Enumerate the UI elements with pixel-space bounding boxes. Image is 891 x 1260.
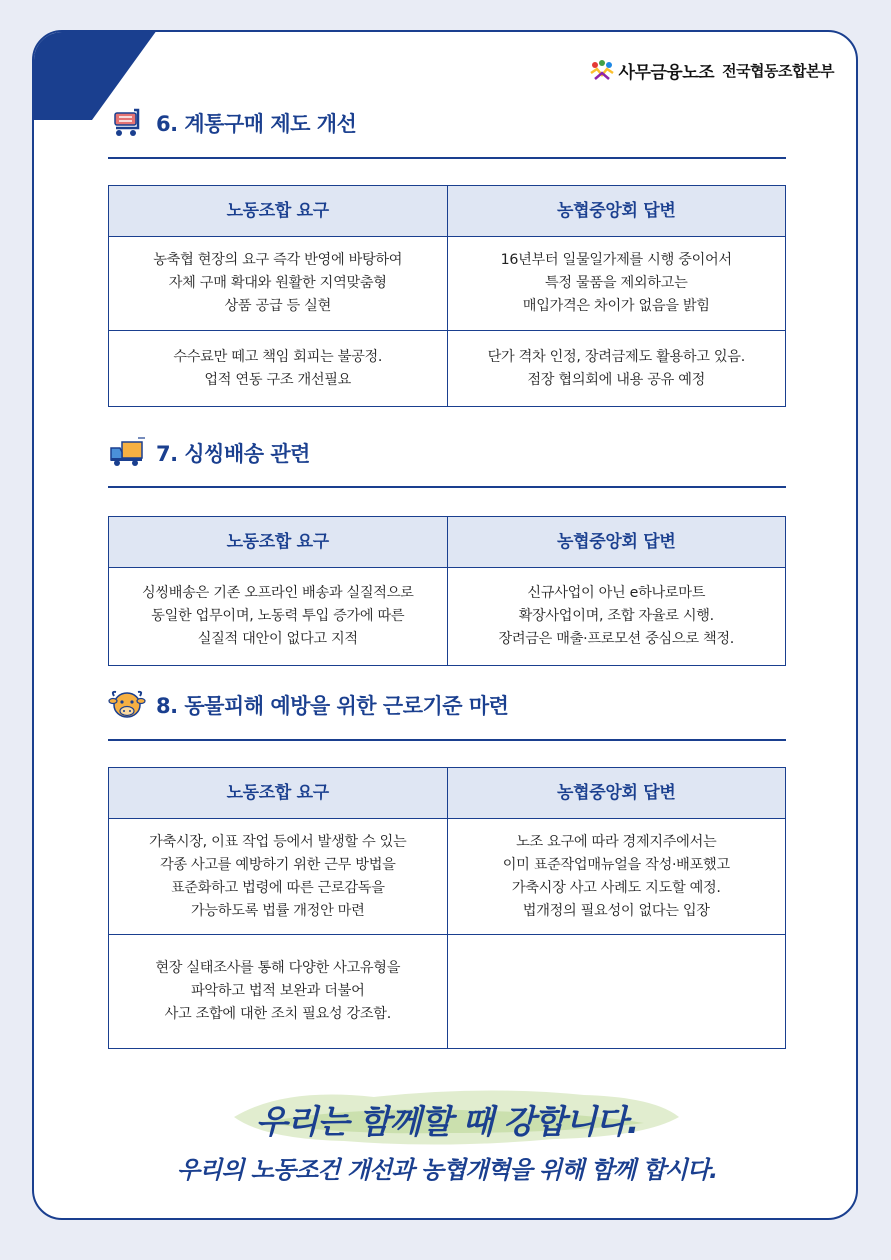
cell-text-line: 노조 요구에 따라 경제지주에서는: [516, 833, 717, 850]
table-header-row: [109, 186, 786, 237]
cell-text-line: 농축협 현장의 요구 즉각 반영에 바탕하여: [153, 252, 403, 268]
nh-response-cell: [447, 237, 786, 331]
nh-response-cell-empty: [447, 935, 786, 1049]
cell-text-line: 싱씽배송은 기존 오프라인 배송과 실질적으로: [141, 585, 414, 601]
cell-text-line: 자체 구매 확대와 원활한 지역맞춤형: [168, 275, 387, 291]
cell-text-line: 이미 표준작업매뉴얼을 작성·배포했고: [502, 856, 730, 873]
union-demand-cell: [109, 819, 448, 935]
section-6-title: 6. 계통구매 제도 개선: [156, 112, 357, 136]
cell-text-line: 사고 조합에 대한 조치 필요성 강조함.: [164, 1006, 391, 1022]
column-header-nh-response: 농협중앙회 답변: [447, 768, 786, 819]
union-demand-cell: [109, 568, 448, 666]
table-row: [109, 331, 786, 407]
column-header-union-demand: 노동조합 요구: [109, 186, 448, 237]
cell-text-line: 수수료만 떼고 책임 회피는 불공정.: [173, 348, 383, 365]
cell-text-line: 실질적 대안이 없다고 지적: [197, 631, 358, 647]
column-header-nh-response: 농협중앙회 답변: [447, 517, 786, 568]
cell-text-line: 파악하고 법적 보완과 더불어: [191, 983, 365, 999]
table-header-row: [109, 517, 786, 568]
cell-text-line: 현장 실태조사를 통해 다양한 사고유형을: [155, 960, 401, 976]
table-row: [109, 568, 786, 666]
table-row: [109, 819, 786, 935]
cell-text-line: 신규사업이 아닌 e하나로마트: [527, 585, 706, 601]
cell-text-line: 표준화하고 법령에 따른 근로감독을: [170, 879, 385, 896]
slogan-line-2: 우리의 노동조건 개선과 농협개혁을 위해 함께 합시다.: [176, 1156, 718, 1184]
nh-response-cell: [447, 331, 786, 407]
section-6-heading: [108, 106, 786, 140]
section-8-table: [108, 767, 786, 1049]
union-hq-name: 전국협동조합본부: [722, 61, 834, 80]
union-emblem-icon: [589, 59, 615, 81]
cell-text-line: 16년부터 일물일가제를 시행 중이어서: [500, 252, 732, 268]
union-demand-cell: [109, 331, 448, 407]
cell-text-line: 단가 격차 인정, 장려금제도 활용하고 있음.: [487, 348, 745, 365]
cell-text-line: 가축시장, 이표 작업 등에서 발생할 수 있는: [149, 833, 407, 850]
table-row: [109, 237, 786, 331]
section-7-divider: [108, 486, 786, 488]
section-8-divider: [108, 739, 786, 741]
nh-response-cell: [447, 568, 786, 666]
cell-text-line: 업적 연동 구조 개선필요: [204, 371, 352, 388]
table-header-row: [109, 768, 786, 819]
cell-text-line: 가능하도록 법률 개정안 마련: [191, 902, 365, 919]
column-header-nh-response: 농협중앙회 답변: [447, 186, 786, 237]
delivery-truck-icon: [108, 436, 146, 470]
cell-text-line: 매입가격은 차이가 없음을 밝힘: [522, 298, 710, 314]
shopping-cart-icon: [108, 106, 146, 140]
union-name: 사무금융노조: [618, 62, 715, 83]
cell-text-line: 각종 사고를 예방하기 위한 근무 방법을: [159, 856, 396, 873]
column-header-union-demand: 노동조합 요구: [109, 768, 448, 819]
section-8-heading: [108, 688, 786, 722]
cell-text-line: 확장사업이며, 조합 자율로 시행.: [518, 608, 714, 624]
cell-text-line: 장려금은 매출·프로모션 중심으로 책정.: [498, 631, 735, 647]
section-6-table: [108, 185, 786, 407]
slogan-line-1: 우리는 함께할 때 강합니다.: [255, 1102, 639, 1141]
cell-text-line: 상품 공급 등 실현: [224, 298, 331, 314]
section-7-heading: [108, 436, 786, 470]
section-6-divider: [108, 157, 786, 159]
section-8-title: 8. 동물피해 예방을 위한 근로기준 마련: [156, 694, 509, 718]
document-card: [32, 30, 858, 1220]
column-header-union-demand: 노동조합 요구: [109, 517, 448, 568]
nh-response-cell: [447, 819, 786, 935]
union-logo: [589, 58, 834, 82]
cell-text-line: 특정 물품을 제외하고는: [545, 275, 688, 291]
table-row: [109, 935, 786, 1049]
cell-text-line: 점장 협의회에 내용 공유 예정: [527, 371, 706, 388]
cell-text-line: 가축시장 사고 사례도 지도할 예정.: [511, 879, 721, 896]
union-demand-cell: [109, 237, 448, 331]
cell-text-line: 법개정의 필요성이 없다는 입장: [522, 902, 710, 919]
section-7-title: 7. 싱씽배송 관련: [156, 442, 310, 466]
cow-icon: [108, 688, 146, 722]
cell-text-line: 동일한 업무이며, 노동력 투입 증가에 따른: [151, 608, 405, 624]
section-7-table: [108, 516, 786, 666]
union-demand-cell: [109, 935, 448, 1049]
